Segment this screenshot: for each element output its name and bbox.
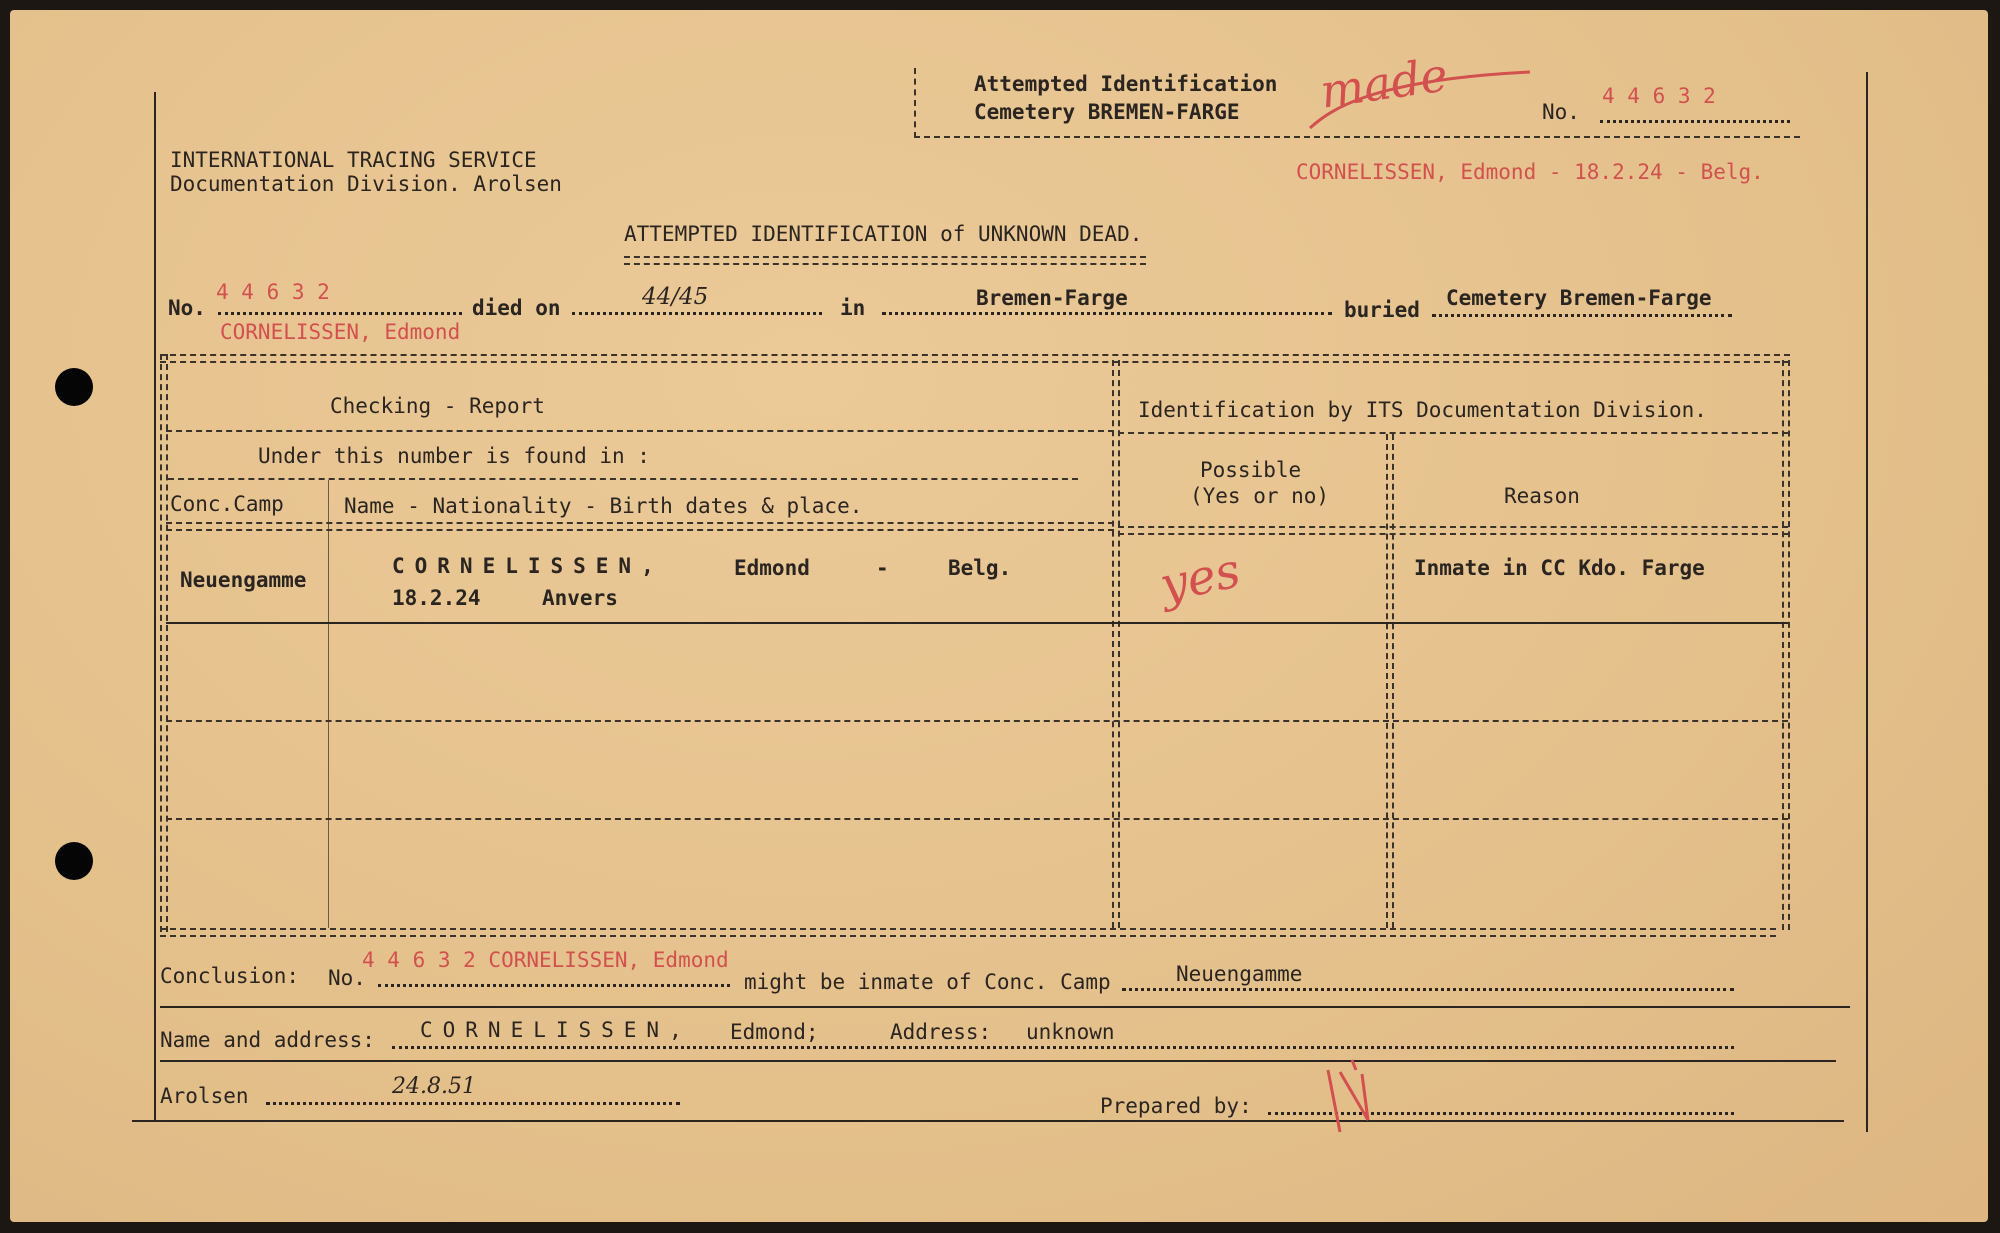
footer-date: 24.8.51 [392, 1074, 476, 1099]
row1-firstname: Edmond [734, 556, 810, 580]
col-reason-header: Reason [1504, 484, 1580, 508]
address-value: unknown [1026, 1020, 1115, 1044]
name-address-firstname: Edmond; [730, 1020, 819, 1044]
checking-report-heading: Checking - Report [330, 394, 545, 418]
red-ink-strokes [10, 10, 1988, 1222]
initials-signature-stroke [1328, 1070, 1368, 1132]
org-line2: Documentation Division. Arolsen [170, 172, 562, 196]
header-handwritten-note: made [1316, 47, 1451, 119]
found-in-heading: Under this number is found in : [258, 444, 650, 468]
record-no-value: 4 4 6 3 2 [216, 280, 330, 304]
red-reference: CORNELISSEN, Edmond - 18.2.24 - Belg. [1296, 160, 1764, 184]
row1-surname: CORNELISSEN, [392, 554, 664, 578]
header-box-line1: Attempted Identification [974, 72, 1278, 96]
row1-nationality: Belg. [948, 556, 1012, 580]
col-possible-header-2: (Yes or no) [1190, 484, 1330, 508]
died-label: died on [472, 296, 561, 320]
header-no-value: 4 4 6 3 2 [1602, 84, 1716, 108]
row1-birthplace: Anvers [542, 586, 618, 610]
header-box-line2: Cemetery BREMEN-FARGE [974, 100, 1240, 124]
identification-heading: Identification by ITS Documentation Division. [1138, 398, 1707, 422]
document-title: ATTEMPTED IDENTIFICATION of UNKNOWN DEAD. [624, 222, 1143, 246]
in-label: in [840, 296, 866, 320]
row1-birthdate: 18.2.24 [392, 586, 481, 610]
footer-place: Arolsen [160, 1084, 249, 1108]
prepared-by-label: Prepared by: [1100, 1094, 1252, 1118]
record-card [10, 10, 1988, 1222]
address-label: Address: [890, 1020, 992, 1044]
org-line1: INTERNATIONAL TRACING SERVICE [170, 148, 537, 172]
name-address-surname: CORNELISSEN, [420, 1018, 692, 1042]
record-name-red: CORNELISSEN, Edmond [220, 320, 461, 344]
buried-value: Cemetery Bremen-Farge [1446, 286, 1712, 310]
buried-label: buried [1344, 298, 1420, 322]
died-value: 44/45 [642, 284, 709, 310]
conclusion-camp: Neuengamme [1176, 962, 1303, 986]
initials-tick-stroke [1352, 1060, 1356, 1070]
col-name-header: Name - Nationality - Birth dates & place. [344, 494, 863, 518]
name-address-label: Name and address: [160, 1028, 375, 1052]
conclusion-no-label: No. [328, 966, 366, 990]
conclusion-label: Conclusion: [160, 964, 300, 988]
row1-reason: Inmate in CC Kdo. Farge [1414, 556, 1705, 580]
conclusion-text: might be inmate of Conc. Camp [744, 970, 1111, 994]
record-no-label: No. [168, 296, 206, 320]
row1-dash: - [876, 556, 889, 580]
col-camp-header: Conc.Camp [170, 492, 284, 516]
row1-possible-handwritten: yes [1155, 542, 1246, 614]
conclusion-no-value: 4 4 6 3 2 CORNELISSEN, Edmond [362, 948, 729, 972]
made-underline-stroke [1310, 72, 1530, 128]
col-possible-header-1: Possible [1200, 458, 1302, 482]
in-value: Bremen-Farge [976, 286, 1128, 310]
row1-camp: Neuengamme [180, 568, 307, 592]
header-no-label: No. [1542, 100, 1580, 124]
